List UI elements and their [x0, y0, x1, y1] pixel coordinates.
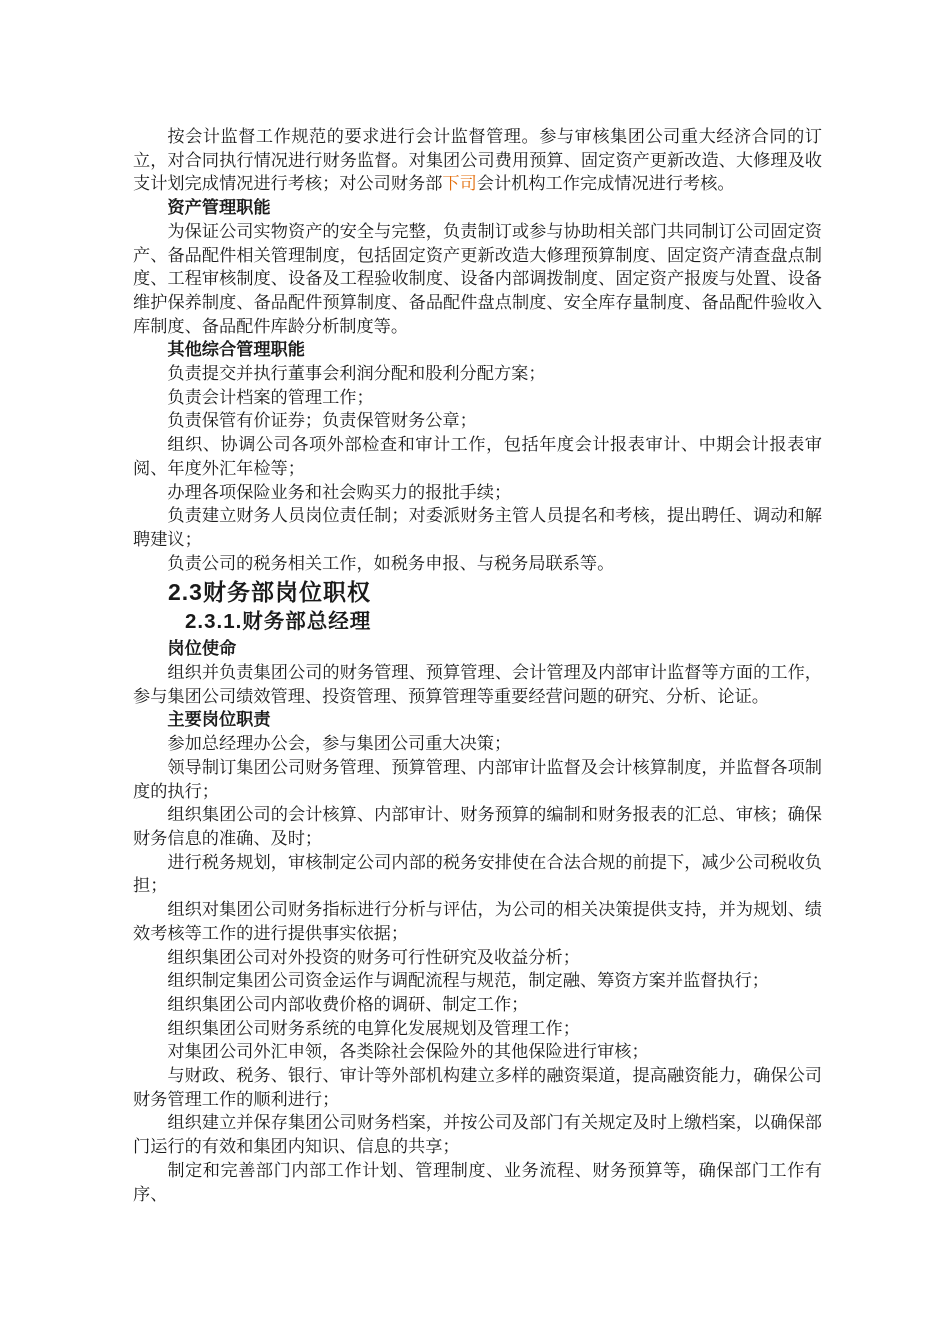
text-run: 为保证公司实物资产的安全与完整，负责制订或参与协助相关部门共同制订公司固定资产、备品配件相关管理制度，包括固定资产更新改造大修理预算制度、固定资产清查盘点制度、工程审核制度、设备及工程验收制度、设备内部调拨制度、固定资产报废与处置、设备维护保养制度、备品配件预算制度、备品配件盘点制度、安全库存量制度、备品配件验收入库制度、备品配件库龄分析制度等。: [133, 221, 822, 336]
paragraph: [133, 803, 822, 850]
text-run: 制定和完善部门内部工作计划、管理制度、业务流程、财务预算等，确保部门工作有序、: [133, 1160, 822, 1204]
text-run: 负责保管有价证券；负责保管财务公章；: [167, 411, 477, 431]
paragraph: [133, 362, 822, 386]
subsection-heading: [133, 608, 822, 635]
text-run: 负责建立财务人员岗位责任制；对委派财务主管人员提名和考核，提出聘任、调动和解聘建议；: [133, 506, 822, 549]
paragraph: [133, 433, 822, 480]
text-run: 组织建立并保存集团公司财务档案，并按公司及部门有关规定及时上缴档案，以确保部门运行的有效和集团内知识、信息的共享；: [133, 1113, 822, 1157]
text-run: 2.3.1.财务部总经理: [185, 610, 372, 634]
text-run: 领导制订集团公司财务管理、预算管理、内部审计监督及会计核算制度，并监督各项制度的执行；: [133, 757, 822, 801]
text-run: 主要岗位职责: [167, 709, 271, 730]
text-run: 与财政、税务、银行、审计等外部机构建立多样的融资渠道，提高融资能力，确保公司财务管理工作的顺利进行；: [133, 1066, 822, 1109]
text-run: 岗位使命: [167, 638, 237, 659]
paragraph: [133, 732, 822, 756]
text-run: 按会计监督工作规范的要求进行会计监督管理。参与审核集团公司重大经济合同的订立，对合同执行情况进行财务监督。对集团公司费用预算、固定资产更新改造、大修理及收支计划完成情况进行考核；对公司财务部: [133, 127, 822, 194]
text-run: 负责公司的税务相关工作，如税务申报、与税务局联系等。: [167, 553, 615, 573]
paragraph: [133, 1111, 822, 1158]
text-run: 负责提交并执行董事会利润分配和股利分配方案；: [167, 364, 546, 384]
paragraph: [133, 756, 822, 803]
text-run: 组织对集团公司财务指标进行分析与评估，为公司的相关决策提供支持，并为规划、绩效考核等工作的进行提供事实依据；: [133, 900, 822, 943]
text-run: 会计机构工作完成情况进行考核。: [476, 174, 735, 194]
text-run: 组织集团公司内部收费价格的调研、制定工作；: [167, 994, 529, 1014]
paragraph: [133, 661, 822, 708]
bold-heading: [133, 338, 822, 362]
text-run: 组织集团公司财务系统的电算化发展规划及管理工作；: [167, 1018, 580, 1038]
paragraph: [133, 851, 822, 898]
text-run: 组织制定集团公司资金运作与调配流程与规范，制定融、筹资方案并监督执行；: [167, 971, 769, 991]
paragraph: [133, 504, 822, 551]
text-run: 对集团公司外汇申领，各类除社会保险外的其他保险进行审核；: [167, 1042, 649, 1062]
paragraph: [133, 552, 822, 576]
text-run: 负责会计档案的管理工作；: [167, 387, 374, 407]
paragraph: [133, 386, 822, 410]
paragraph: [133, 481, 822, 505]
highlighted-text: 下司: [442, 174, 477, 194]
paragraph: [133, 898, 822, 945]
text-run: 2.3财务部岗位职权: [168, 579, 371, 606]
text-run: 资产管理职能: [167, 197, 271, 218]
text-run: 办理各项保险业务和社会购买力的报批手续；: [167, 482, 512, 502]
text-run: 进行税务规划，审核制定公司内部的税务安排使在合法合规的前提下，减少公司税收负担；: [133, 852, 822, 896]
paragraph: [133, 125, 822, 196]
paragraph: [133, 1017, 822, 1041]
paragraph: [133, 220, 822, 339]
text-run: 组织并负责集团公司的财务管理、预算管理、会计管理及内部审计监督等方面的工作，参与集团公司绩效管理、投资管理、预算管理等重要经营问题的研究、分析、论证。: [133, 663, 822, 706]
paragraph: [133, 993, 822, 1017]
document-body: [133, 125, 822, 1206]
text-run: 组织集团公司对外投资的财务可行性研究及收益分析；: [167, 947, 580, 967]
paragraph: [133, 1040, 822, 1064]
bold-heading: [133, 637, 822, 661]
text-run: 组织集团公司的会计核算、内部审计、财务预算的编制和财务报表的汇总、审核；确保财务信息的准确、及时；: [133, 805, 822, 848]
paragraph: [133, 1064, 822, 1111]
text-run: 组织、协调公司各项外部检查和审计工作，包括年度会计报表审计、中期会计报表审阅、年度外汇年检等；: [133, 435, 822, 478]
bold-heading: [133, 708, 822, 732]
paragraph: [133, 946, 822, 970]
paragraph: [133, 1159, 822, 1206]
text-run: 其他综合管理职能: [167, 339, 305, 360]
paragraph: [133, 969, 822, 993]
text-run: 参加总经理办公会，参与集团公司重大决策；: [167, 734, 512, 754]
section-heading: [133, 577, 822, 608]
bold-heading: [133, 196, 822, 220]
paragraph: [133, 409, 822, 433]
